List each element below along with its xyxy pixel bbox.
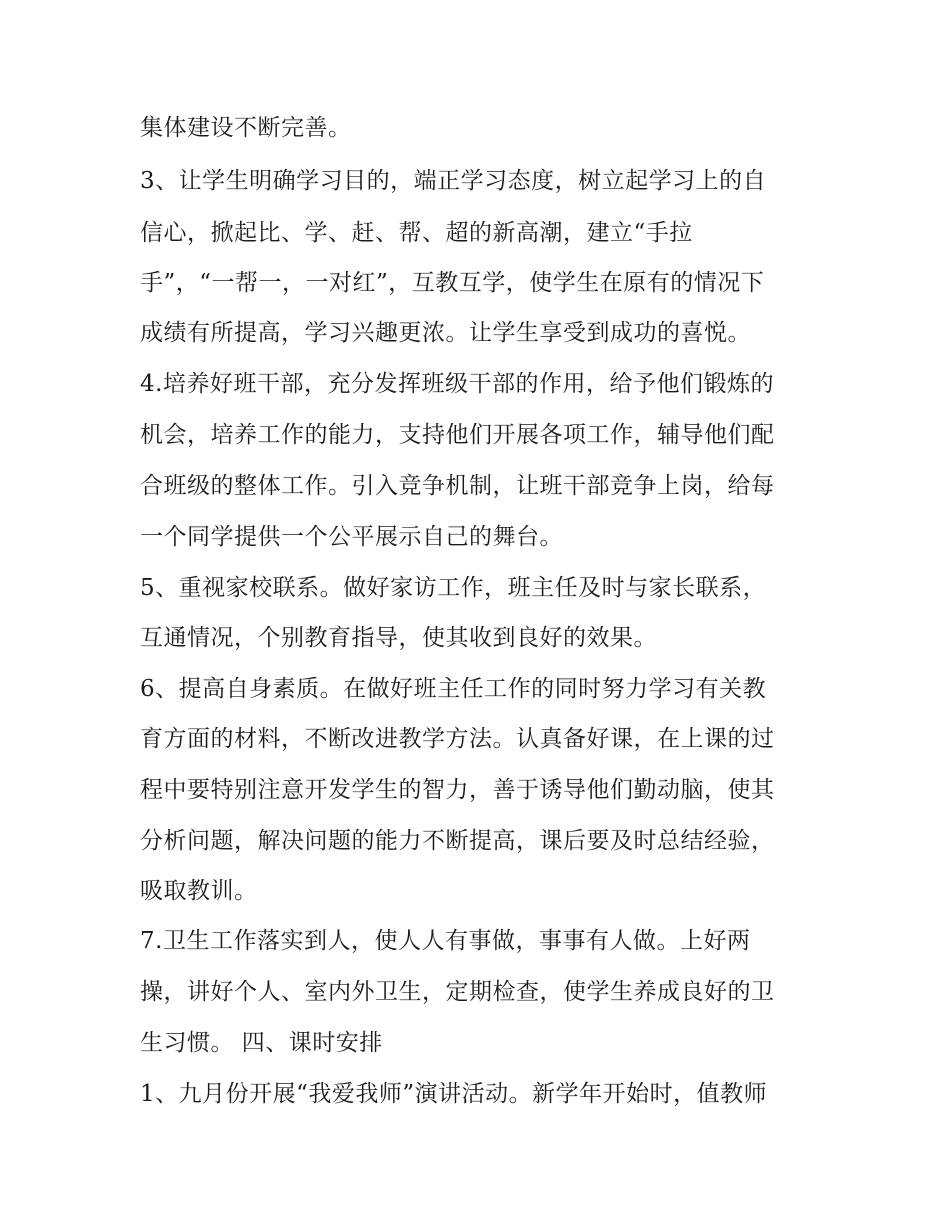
text-line: 集体建设不断完善。	[140, 115, 352, 141]
text-line: 育方面的材料，不断改进教学方法。认真备好课，在上课的过	[140, 726, 775, 752]
text-line: 5、重视家校联系。做好家访工作，班主任及时与家长联系，	[140, 575, 767, 601]
text-line: 3、让学生明确学习目的，端正学习态度，树立起学习上的自	[140, 168, 767, 194]
text-line: 手”，“一帮一，一对红”，互教互学，使学生在原有的情况下	[140, 270, 765, 296]
text-line: 吸取教训。	[140, 878, 258, 904]
text-line: 分析问题，解决问题的能力不断提高，课后要及时总结经验，	[140, 828, 775, 854]
text-line: 合班级的整体工作。引入竞争机制，让班干部竞争上岗，给每	[140, 473, 775, 499]
text-line: 信心，掀起比、学、赶、帮、超的新高潮，建立“手拉	[140, 220, 693, 246]
text-line: 1、九月份开展“我爱我师”演讲活动。新学年开始时，值教师	[140, 1081, 768, 1107]
text-line: 操，讲好个人、室内外卫生，定期检查，使学生养成良好的卫	[140, 979, 775, 1005]
text-line: 机会，培养工作的能力，支持他们开展各项工作，辅导他们配	[140, 422, 775, 448]
text-line: 互通情况，个别教育指导，使其收到良好的效果。	[140, 625, 657, 651]
text-line: 4.培养好班干部，充分发挥班级干部的作用，给予他们锻炼的	[140, 371, 774, 397]
text-line: 成绩有所提高，学习兴趣更浓。让学生享受到成功的喜悦。	[140, 320, 751, 346]
text-line: 6、提高自身素质。在做好班主任工作的同时努力学习有关教	[140, 676, 767, 702]
text-line: 一个同学提供一个公平展示自己的舞台。	[140, 524, 563, 550]
text-line: 7.卫生工作落实到人，使人人有事做，事事有人做。上好两	[140, 928, 751, 954]
text-line: 程中要特别注意开发学生的智力，善于诱导他们勤动脑，使其	[140, 777, 775, 803]
text-line: 生习惯。 四、课时安排	[140, 1030, 383, 1056]
